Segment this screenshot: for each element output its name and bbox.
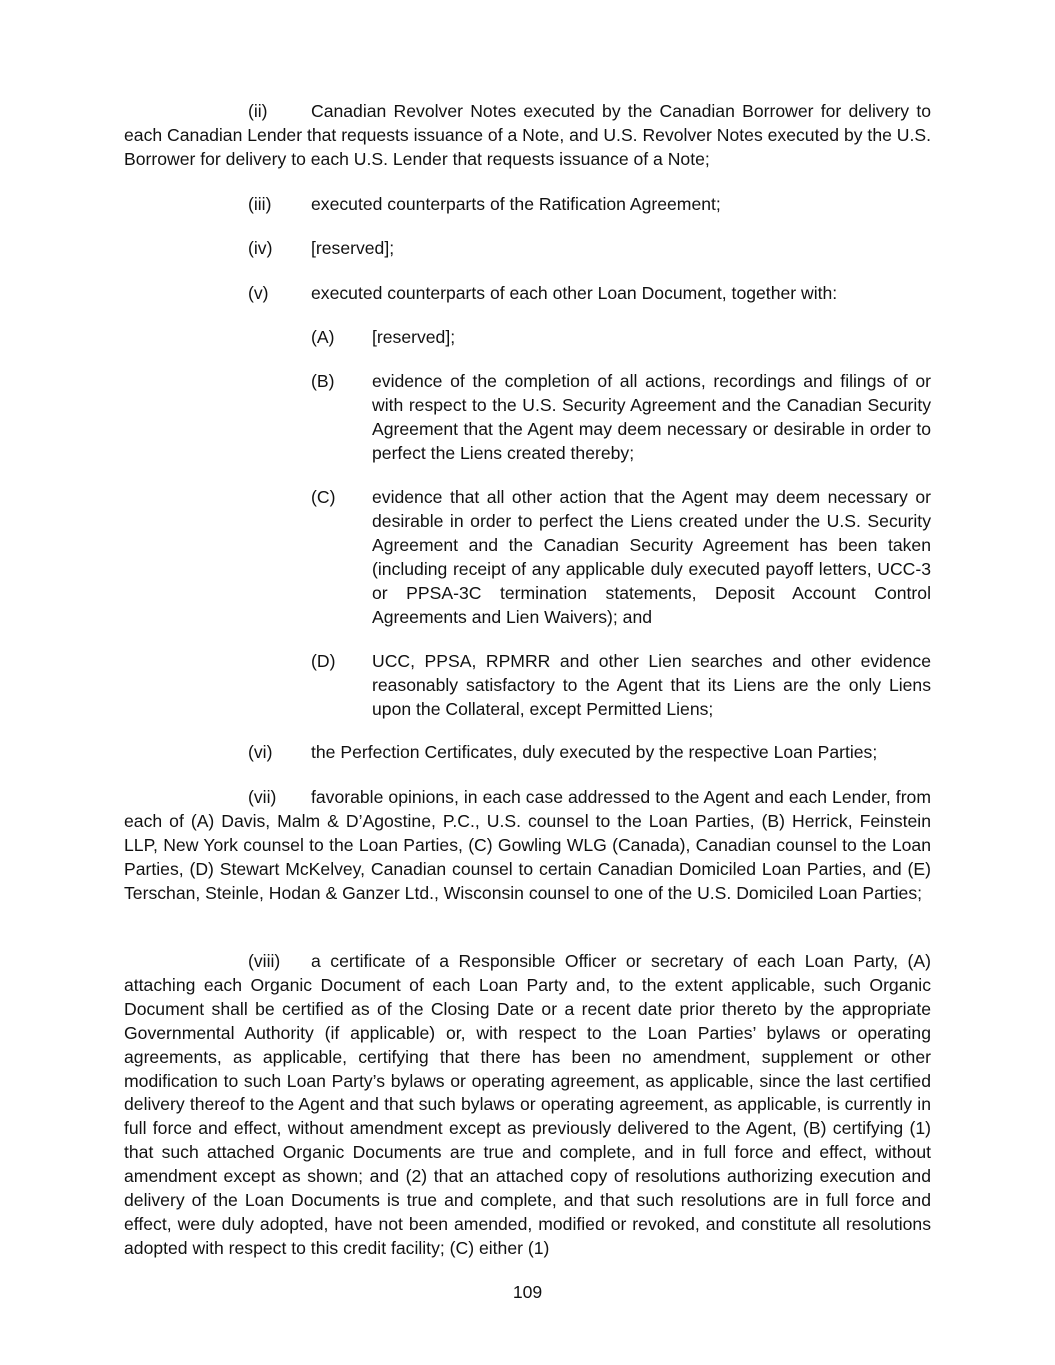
clause-ii-text: Canadian Revolver Notes executed by the Canadian Borrower for delivery to each Canadian Lender that requests issuance of a Note, and U.S. Revolver Notes executed by the U.S. Borrower for delivery to each U.S. Lender that requests issuance of a Note; (124, 101, 931, 169)
subclause-d-label: (D) (311, 651, 336, 671)
clause-iv-label: (iv) (248, 238, 273, 258)
clause-iv (248, 237, 931, 261)
clause-vi (248, 741, 931, 765)
subclause-b (311, 370, 931, 466)
clause-v-text: executed counterparts of each other Loan Document, together with: (311, 283, 838, 303)
subclause-a-text: [reserved]; (372, 327, 456, 347)
subclause-b-text: evidence of the completion of all actions, recordings and filings of or with respect to the U.S. Security Agreement and the Canadian Security Agreement that the Agent may deem necessary or desirable in order to perfect the Liens created thereby; (372, 371, 931, 463)
subclause-d-text: UCC, PPSA, RPMRR and other Lien searches and other evidence reasonably satisfactory to the Agent that its Liens are the only Liens upon the Collateral, except Permitted Liens; (372, 651, 931, 719)
clause-viii-label: (viii) (248, 951, 281, 971)
clause-iv-text: [reserved]; (311, 238, 395, 258)
clause-vi-label: (vi) (248, 742, 273, 762)
clause-iii (248, 193, 931, 217)
clause-ii-label: (ii) (248, 101, 268, 121)
page-number: 109 (512, 1282, 543, 1302)
subclause-c-text: evidence that all other action that the Agent may deem necessary or desirable in order to perfect the Liens created under the U.S. Security Agreement and the Canadian Security Agreement has been taken (including receipt of any applicable duly executed payoff letters, UCC-3 or PPSA-3C termination statements, Deposit Account Control Agreements and Lien Waivers); and (372, 487, 931, 627)
clause-vi-text: the Perfection Certificates, duly executed by the respective Loan Parties; (311, 742, 878, 762)
subclause-c (311, 486, 931, 629)
clause-v (248, 282, 931, 306)
subclause-d (311, 650, 931, 722)
clause-viii (124, 950, 931, 1261)
clause-vii (124, 786, 931, 906)
clause-iii-label: (iii) (248, 194, 272, 214)
subclause-a (311, 326, 931, 350)
clause-ii (124, 100, 931, 172)
subclause-a-label: (A) (311, 327, 335, 347)
subclause-b-label: (B) (311, 371, 335, 391)
clause-vii-label: (vii) (248, 787, 277, 807)
clause-vii-text: favorable opinions, in each case addressed to the Agent and each Lender, from each of (A) Davis, Malm & D’Agostine, P.C., U.S. counsel to the Loan Parties, (B) Herrick, Feinstein LLP, New York counsel to the Loan Parties, (C) Gowling WLG (Canada), Canadian counsel to the Loan Parties, (D) Stewart McKelvey, Canadian counsel to certain Canadian Domiciled Loan Parties, and (E) Terschan, Steinle, Hodan & Ganzer Ltd., Wisconsin counsel to one of the U.S. Domiciled Loan Parties; (124, 787, 931, 903)
clause-viii-text: a certificate of a Responsible Officer or secretary of each Loan Party, (A) attaching each Organic Document of each Loan Party and, to the extent applicable, such Organic Document shall be certified as of the Closing Date or a recent date prior thereto by the appropriate Governmental Authority (if applicable) or, with respect to the Loan Parties’ bylaws or operating agreements, as applicable, certifying that there has been no amendment, supplement or other modification to such Loan Party’s bylaws or operating agreement, as applicable, since the last certified delivery thereof to the Agent and that such bylaws or operating agreement, as applicable, is currently in full force and effect, without amendment except as previously delivered to the Agent, (B) certifying (1) that such attached Organic Documents are true and complete, and in full force and effect, without amendment except as shown; and (2) that an attached copy of resolutions authorizing execution and delivery of the Loan Documents is true and complete, and that such resolutions are in full force and effect, were duly adopted, have not been amended, modified or revoked, and constitute all resolutions adopted with respect to this credit facility; (C) either (1) (124, 951, 931, 1258)
clause-iii-text: executed counterparts of the Ratification Agreement; (311, 194, 721, 214)
subclause-c-label: (C) (311, 487, 336, 507)
clause-v-label: (v) (248, 283, 269, 303)
